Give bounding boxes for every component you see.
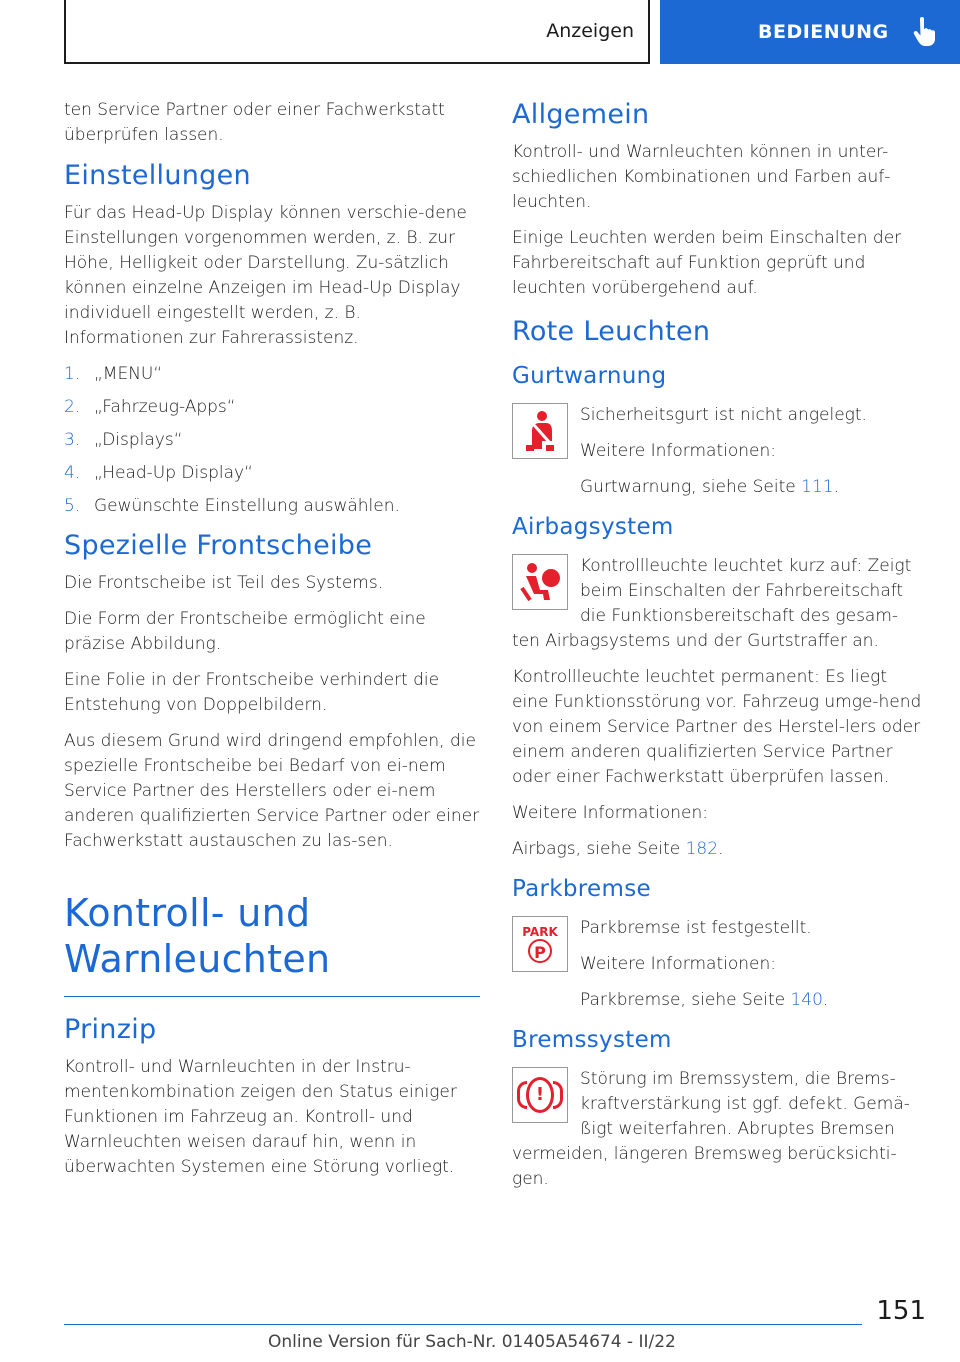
airbag-warning-icon: [512, 554, 568, 610]
belt-more: Weitere Informationen:: [580, 441, 776, 461]
step-number: 2.: [64, 397, 81, 417]
general-heading: Allgemein: [512, 99, 650, 130]
page-number: 151: [876, 1296, 926, 1326]
airbag-text-1: Kontrollleuchte leuchtet kurz auf: Zeigt beim Einschalten der Fahrbereitschaft die Funktionsbereitschaft des gesam-ten Airbagsystems und der Gurtstraffer an.: [512, 556, 912, 651]
windshield-text-2: Die Form der Frontscheibe ermöglicht eine präzise Abbildung.: [64, 609, 426, 654]
step-text: „Head-Up Display“: [94, 463, 253, 483]
intro-text: ten Service Partner oder einer Fachwerkstatt überprüfen lassen.: [64, 100, 445, 145]
belt-ref-end: .: [833, 477, 839, 497]
park-brake-warning: [512, 916, 922, 1013]
seatbelt-warning-icon: [512, 403, 568, 459]
park-more: Weitere Informationen:: [580, 954, 776, 974]
brake-system-warning-icon: [512, 1067, 568, 1123]
list-item: [64, 461, 480, 486]
park-icon-letter: P: [528, 939, 552, 963]
brake-text: Störung im Bremssystem, die Brems-kraftverstärkung ist ggf. defekt. Gemä-ßigt weiterfahren. Abruptes Bremsen vermeiden, längeren Bremsweg berücksichti-gen.: [512, 1069, 910, 1189]
general-text-2: Einige Leuchten werden beim Einschalten der Fahrbereitschaft auf Funktion geprüft und leuchten vorübergehend auf.: [512, 228, 902, 298]
airbag-ref-text: Airbags, siehe Seite: [512, 839, 686, 859]
footer-divider: [64, 1324, 862, 1325]
windshield-text-3: Eine Folie in der Frontscheibe verhindert die Entstehung von Doppelbildern.: [64, 670, 440, 715]
settings-text: Für das Head-Up Display können verschie-dene Einstellungen vorgenommen werden, z. B. zur Höhe, Helligkeit oder Darstellung. Zu-sätzlich können einzelne Anzeigen im Head-Up Display individuell eingestellt werden, z. B. Informationen zur Fahrerassistenz.: [64, 203, 467, 348]
header-chapter-label: BEDIENUNG: [758, 21, 889, 43]
brake-icon-letter: !: [526, 1077, 554, 1113]
settings-heading: Einstellungen: [64, 160, 251, 191]
park-brake-heading: Parkbremse: [512, 876, 651, 902]
brake-system-warning: [512, 1067, 922, 1192]
header-chapter: [660, 0, 960, 64]
red-lights-heading: Rote Leuchten: [512, 316, 711, 347]
windshield-text-1: Die Frontscheibe ist Teil des Systems.: [64, 573, 384, 593]
airbag-text-2: Kontrollleuchte leuchtet permanent: Es liegt eine Funktionsstörung vor. Fahrzeug umge-hend von einem Service Partner des Herstel-lers oder einem anderen qualifizierten Service Partner oder einer Fachwerkstatt überprüfen lassen.: [512, 667, 922, 787]
step-text: „Fahrzeug-Apps“: [94, 397, 236, 417]
principle-text: Kontroll- und Warnleuchten in der Instru-mentenkombination zeigen den Status einiger Funktionen im Fahrzeug an. Kontroll- und Warnleuchten weisen darauf hin, wenn in überwachten Systemen eine Störung vorliegt.: [64, 1057, 457, 1177]
general-text-1: Kontroll- und Warnleuchten können in unter-schiedlichen Kombinationen und Farben auf-leuchten.: [512, 142, 891, 212]
parking-brake-icon: [512, 916, 568, 972]
footer-online-version: Online Version für Sach-Nr. 01405A54674 - II/22: [268, 1332, 676, 1352]
airbag-ref-end: .: [718, 839, 724, 859]
header-section-label: Anzeigen: [546, 20, 634, 42]
park-page-link[interactable]: 140: [790, 990, 823, 1010]
belt-reference: [580, 475, 922, 500]
list-item: [64, 395, 480, 420]
step-text: Gewünschte Einstellung auswählen.: [94, 496, 400, 516]
list-item: [64, 362, 480, 387]
park-ref-text: Parkbremse, siehe Seite: [580, 990, 791, 1010]
belt-ref-text: Gurtwarnung, siehe Seite: [580, 477, 802, 497]
list-item: [64, 494, 480, 519]
left-column: [64, 98, 480, 1191]
belt-warning: [512, 403, 922, 500]
windshield-heading: Spezielle Frontscheibe: [64, 530, 373, 561]
list-item: [64, 428, 480, 453]
airbag-reference: [512, 837, 922, 862]
step-text: „MENU“: [94, 364, 163, 384]
step-text: „Displays“: [94, 430, 183, 450]
airbag-more: Weitere Informationen:: [512, 803, 708, 823]
park-icon-label: PARK: [522, 924, 558, 939]
step-number: 3.: [64, 430, 81, 450]
airbag-page-link[interactable]: 182: [685, 839, 719, 859]
belt-text: Sicherheitsgurt ist nicht angelegt.: [580, 405, 867, 425]
airbag-heading: Airbagsystem: [512, 514, 674, 540]
park-text: Parkbremse ist festgestellt.: [580, 918, 812, 938]
lights-chapter-heading: Kontroll- und Warnleuchten: [64, 890, 480, 997]
right-column: [512, 98, 922, 1203]
step-number: 1.: [64, 364, 81, 384]
step-number: 4.: [64, 463, 81, 483]
airbag-warning: [512, 554, 922, 862]
header-section: [64, 0, 650, 64]
park-reference: [580, 988, 922, 1013]
park-ref-end: .: [822, 990, 829, 1010]
belt-page-link[interactable]: 111: [801, 477, 834, 497]
hand-pointer-icon: [911, 17, 937, 47]
windshield-text-4: Aus diesem Grund wird dringend empfohlen, die spezielle Frontscheibe bei Bedarf von ei-nem Service Partner des Herstellers oder ei-nem anderen qualifizierten Service Partner oder einer Fachwerkstatt austauschen zu las-sen.: [64, 731, 480, 851]
settings-steps: [64, 362, 480, 519]
belt-heading: Gurtwarnung: [512, 363, 667, 389]
brake-system-heading: Bremssystem: [512, 1027, 672, 1053]
principle-heading: Prinzip: [64, 1014, 157, 1045]
step-number: 5.: [64, 496, 81, 516]
